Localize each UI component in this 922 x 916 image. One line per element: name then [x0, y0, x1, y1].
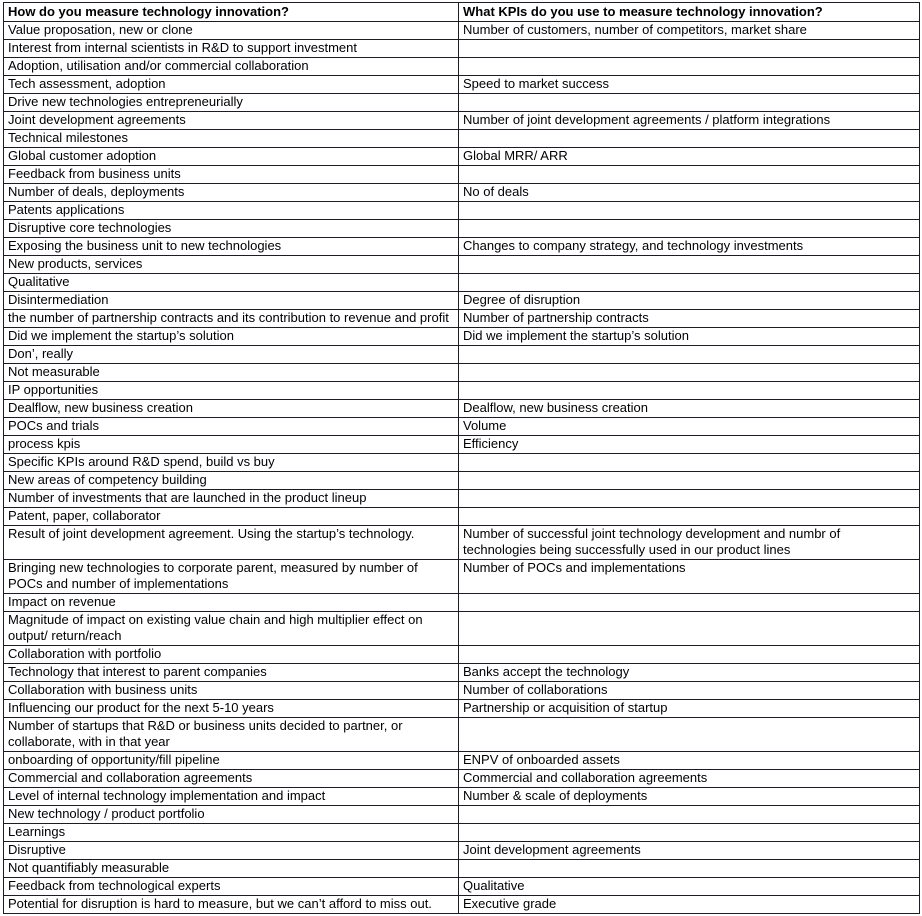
table-row	[4, 22, 920, 40]
kpi-cell	[459, 220, 920, 238]
table-row	[4, 220, 920, 238]
table-row	[4, 112, 920, 130]
kpi-cell	[459, 58, 920, 76]
table-row	[4, 418, 920, 436]
table-row	[4, 664, 920, 682]
measure-cell: Drive new technologies entrepreneurially	[4, 94, 459, 112]
measure-cell: New technology / product portfolio	[4, 806, 459, 824]
kpi-cell: Number of collaborations	[459, 682, 920, 700]
table-row	[4, 148, 920, 166]
kpi-cell	[459, 718, 920, 752]
kpi-cell	[459, 382, 920, 400]
table-row	[4, 752, 920, 770]
measure-cell: Tech assessment, adoption	[4, 76, 459, 94]
measure-cell: Don’, really	[4, 346, 459, 364]
table-row	[4, 508, 920, 526]
kpi-cell: Changes to company strategy, and technology investments	[459, 238, 920, 256]
table-row	[4, 770, 920, 788]
measure-cell: Patent, paper, collaborator	[4, 508, 459, 526]
measure-cell: Dealflow, new business creation	[4, 400, 459, 418]
measure-cell: Disruptive core technologies	[4, 220, 459, 238]
measure-column-header: How do you measure technology innovation?	[4, 3, 459, 22]
measure-cell: Magnitude of impact on existing value chain and high multiplier effect on output/ return/reach	[4, 612, 459, 646]
kpi-cell: Executive grade	[459, 896, 920, 914]
measure-cell: Bringing new technologies to corporate parent, measured by number of POCs and number of implementations	[4, 560, 459, 594]
table-row	[4, 166, 920, 184]
table-row	[4, 594, 920, 612]
measure-cell: New areas of competency building	[4, 472, 459, 490]
measure-cell: Global customer adoption	[4, 148, 459, 166]
table-body	[4, 22, 920, 914]
kpi-cell	[459, 824, 920, 842]
table-row	[4, 382, 920, 400]
table-row	[4, 238, 920, 256]
measure-cell: IP opportunities	[4, 382, 459, 400]
kpi-cell	[459, 612, 920, 646]
measure-cell: Potential for disruption is hard to measure, but we can’t afford to miss out.	[4, 896, 459, 914]
kpi-cell: Banks accept the technology	[459, 664, 920, 682]
measure-cell: Technical milestones	[4, 130, 459, 148]
kpi-cell: Number of POCs and implementations	[459, 560, 920, 594]
kpi-cell	[459, 508, 920, 526]
measure-cell: Disruptive	[4, 842, 459, 860]
measure-cell: Specific KPIs around R&D spend, build vs buy	[4, 454, 459, 472]
table-row	[4, 526, 920, 560]
kpi-cell	[459, 274, 920, 292]
header-row	[4, 3, 920, 22]
table-row	[4, 130, 920, 148]
table-row	[4, 896, 920, 914]
measure-cell: Joint development agreements	[4, 112, 459, 130]
kpi-cell: Partnership or acquisition of startup	[459, 700, 920, 718]
kpi-cell	[459, 860, 920, 878]
table-row	[4, 76, 920, 94]
kpi-cell: Did we implement the startup’s solution	[459, 328, 920, 346]
table-row	[4, 328, 920, 346]
kpi-cell	[459, 202, 920, 220]
kpi-cell	[459, 490, 920, 508]
measure-cell: Not measurable	[4, 364, 459, 382]
table-row	[4, 682, 920, 700]
kpi-cell	[459, 166, 920, 184]
table-row	[4, 436, 920, 454]
kpi-cell	[459, 130, 920, 148]
measure-cell: Number of investments that are launched in the product lineup	[4, 490, 459, 508]
measure-cell: Number of startups that R&D or business units decided to partner, or collaborate, with in that year	[4, 718, 459, 752]
measure-cell: Qualitative	[4, 274, 459, 292]
table-row	[4, 184, 920, 202]
measure-cell: New products, services	[4, 256, 459, 274]
kpi-cell	[459, 806, 920, 824]
kpi-cell	[459, 256, 920, 274]
kpi-cell	[459, 364, 920, 382]
kpi-cell	[459, 454, 920, 472]
kpi-cell: Commercial and collaboration agreements	[459, 770, 920, 788]
table-row	[4, 202, 920, 220]
kpi-cell	[459, 594, 920, 612]
measure-cell: Interest from internal scientists in R&D to support investment	[4, 40, 459, 58]
table-row	[4, 40, 920, 58]
table-row	[4, 806, 920, 824]
kpi-column-header: What KPIs do you use to measure technology innovation?	[459, 3, 920, 22]
measure-cell: Not quantifiably measurable	[4, 860, 459, 878]
measure-cell: the number of partnership contracts and its contribution to revenue and profit	[4, 310, 459, 328]
table-row	[4, 824, 920, 842]
kpi-cell	[459, 646, 920, 664]
measure-cell: POCs and trials	[4, 418, 459, 436]
table-row	[4, 860, 920, 878]
measure-cell: Value proposation, new or clone	[4, 22, 459, 40]
table-row	[4, 718, 920, 752]
measure-cell: Adoption, utilisation and/or commercial collaboration	[4, 58, 459, 76]
kpi-cell: Volume	[459, 418, 920, 436]
kpi-cell: Number of joint development agreements / platform integrations	[459, 112, 920, 130]
kpi-cell: Number & scale of deployments	[459, 788, 920, 806]
table-row	[4, 400, 920, 418]
measure-cell: onboarding of opportunity/fill pipeline	[4, 752, 459, 770]
table-row	[4, 346, 920, 364]
table-row	[4, 364, 920, 382]
measure-cell: Collaboration with business units	[4, 682, 459, 700]
measure-cell: process kpis	[4, 436, 459, 454]
kpi-cell: Global MRR/ ARR	[459, 148, 920, 166]
measure-cell: Commercial and collaboration agreements	[4, 770, 459, 788]
kpi-cell: ENPV of onboarded assets	[459, 752, 920, 770]
measure-cell: Exposing the business unit to new technologies	[4, 238, 459, 256]
measure-cell: Number of deals, deployments	[4, 184, 459, 202]
table-row	[4, 58, 920, 76]
kpi-cell: Number of partnership contracts	[459, 310, 920, 328]
measure-cell: Level of internal technology implementation and impact	[4, 788, 459, 806]
table-row	[4, 454, 920, 472]
table-row	[4, 256, 920, 274]
table-row	[4, 842, 920, 860]
kpi-cell	[459, 346, 920, 364]
measure-cell: Collaboration with portfolio	[4, 646, 459, 664]
kpi-cell: Dealflow, new business creation	[459, 400, 920, 418]
table-row	[4, 490, 920, 508]
measure-cell: Influencing our product for the next 5-10 years	[4, 700, 459, 718]
table-row	[4, 878, 920, 896]
table-row	[4, 292, 920, 310]
kpi-cell: Speed to market success	[459, 76, 920, 94]
measure-cell: Feedback from technological experts	[4, 878, 459, 896]
table-row	[4, 274, 920, 292]
kpi-cell: Efficiency	[459, 436, 920, 454]
kpi-cell: Joint development agreements	[459, 842, 920, 860]
measure-cell: Learnings	[4, 824, 459, 842]
measure-cell: Result of joint development agreement. Using the startup’s technology.	[4, 526, 459, 560]
measure-cell: Impact on revenue	[4, 594, 459, 612]
kpi-cell	[459, 472, 920, 490]
kpi-cell	[459, 40, 920, 58]
table-row	[4, 560, 920, 594]
measure-cell: Technology that interest to parent companies	[4, 664, 459, 682]
table-row	[4, 472, 920, 490]
table-row	[4, 310, 920, 328]
kpi-cell: Qualitative	[459, 878, 920, 896]
measure-cell: Feedback from business units	[4, 166, 459, 184]
kpi-cell	[459, 94, 920, 112]
survey-response-table	[3, 2, 920, 914]
table-row	[4, 94, 920, 112]
kpi-cell: No of deals	[459, 184, 920, 202]
table-row	[4, 788, 920, 806]
kpi-cell: Degree of disruption	[459, 292, 920, 310]
measure-cell: Patents applications	[4, 202, 459, 220]
table-row	[4, 700, 920, 718]
measure-cell: Disintermediation	[4, 292, 459, 310]
measure-cell: Did we implement the startup’s solution	[4, 328, 459, 346]
kpi-cell: Number of customers, number of competitors, market share	[459, 22, 920, 40]
table-row	[4, 612, 920, 646]
kpi-cell: Number of successful joint technology development and numbr of technologies being successfully used in our product lines	[459, 526, 920, 560]
table-row	[4, 646, 920, 664]
